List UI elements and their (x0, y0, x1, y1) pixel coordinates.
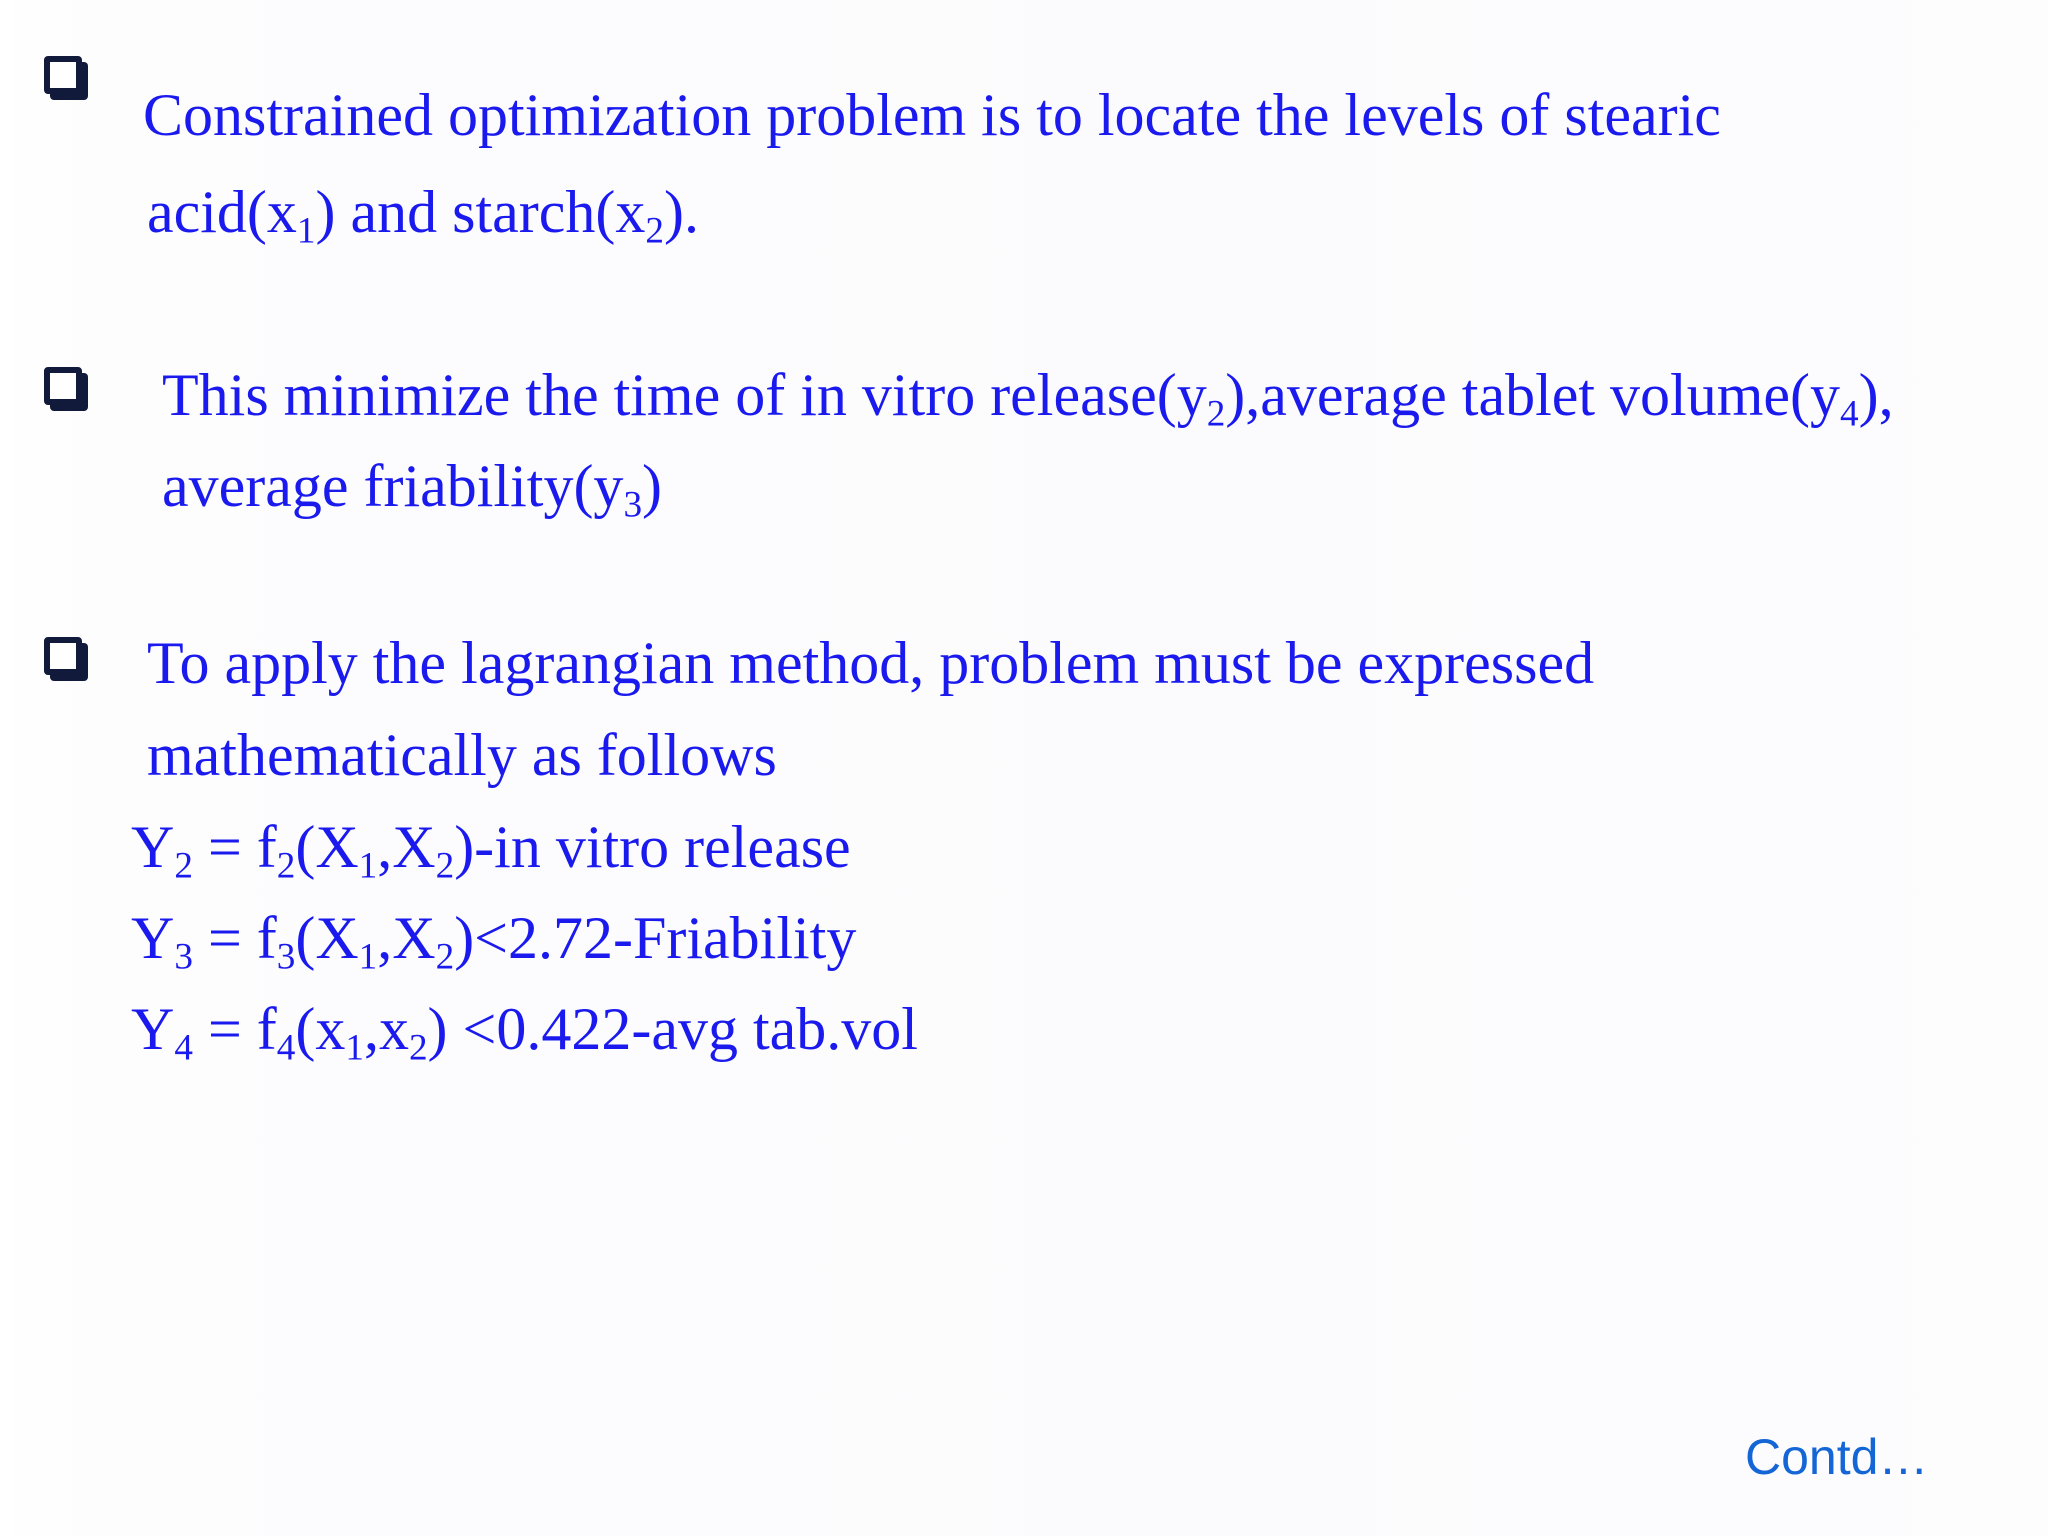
equation-y3: $Y_3$ = $f_3(X_1,X_2)<2.72$-Friability (131, 905, 857, 978)
checkbox-square-icon (44, 367, 82, 405)
bullet-1-line-1: Constrained optimization problem is to locate the levels of stearic (143, 82, 1721, 148)
equation-y4: $Y_4 = f_4(x_1,x_2) <0.422-avg$ tab.vol (131, 996, 918, 1069)
bullet-3-line-2: mathematically as follows (147, 722, 777, 788)
bullet-1-line-2: $acid(x_1)$ and $starch(x_2)$. (147, 179, 699, 252)
bullet-3-line-1: To apply the lagrangian method, problem must be expressed (147, 630, 1595, 696)
checkbox-square-icon (44, 56, 82, 94)
bullet-2-line-1: This minimize the time of in vitro $release(y_2),average$ tablet $volume(y_4)$, (162, 362, 1894, 435)
equation-y2: $Y_2 = f_2(X_1,X_2)-in$ vitro release (131, 814, 851, 887)
bullet-2-line-2: average $friability(y_3)$ (162, 453, 663, 526)
checkbox-square-icon (44, 637, 82, 675)
contd-label: Contd… (1745, 1429, 1929, 1485)
